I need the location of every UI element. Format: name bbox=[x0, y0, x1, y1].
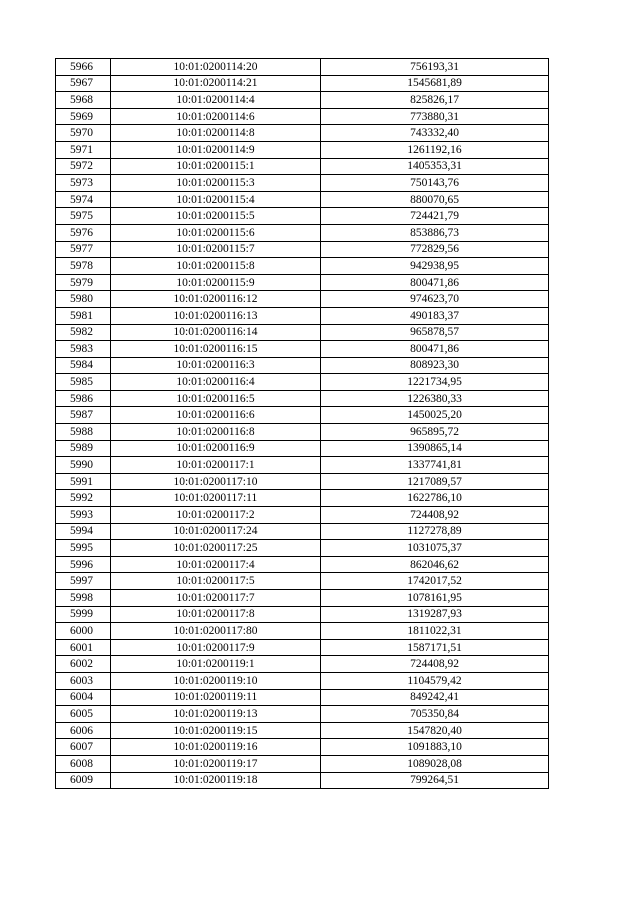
table-row bbox=[56, 175, 549, 192]
cadastral-value-cell: 1811022,31 bbox=[321, 623, 549, 640]
table-row bbox=[56, 324, 549, 341]
table-row bbox=[56, 457, 549, 474]
table-row bbox=[56, 191, 549, 208]
cadastral-number-cell: 10:01:0200119:11 bbox=[111, 689, 321, 706]
row-number-cell: 6008 bbox=[56, 755, 111, 772]
table-row bbox=[56, 739, 549, 756]
row-number-cell: 5984 bbox=[56, 357, 111, 374]
table-row bbox=[56, 75, 549, 92]
table-row bbox=[56, 274, 549, 291]
table-row bbox=[56, 606, 549, 623]
row-number-cell: 5975 bbox=[56, 208, 111, 225]
cadastral-number-cell: 10:01:0200119:17 bbox=[111, 755, 321, 772]
table-row bbox=[56, 706, 549, 723]
row-number-cell: 5974 bbox=[56, 191, 111, 208]
cadastral-number-cell: 10:01:0200117:1 bbox=[111, 457, 321, 474]
cadastral-value-cell: 825826,17 bbox=[321, 92, 549, 109]
table-row bbox=[56, 722, 549, 739]
cadastral-value-cell: 1742017,52 bbox=[321, 573, 549, 590]
cadastral-number-cell: 10:01:0200117:5 bbox=[111, 573, 321, 590]
cadastral-number-cell: 10:01:0200119:16 bbox=[111, 739, 321, 756]
cadastral-value-cell: 1217089,57 bbox=[321, 473, 549, 490]
row-number-cell: 6004 bbox=[56, 689, 111, 706]
table-row bbox=[56, 556, 549, 573]
table-row bbox=[56, 590, 549, 607]
cadastral-number-cell: 10:01:0200115:7 bbox=[111, 241, 321, 258]
cadastral-number-cell: 10:01:0200116:5 bbox=[111, 390, 321, 407]
cadastral-value-cell: 1078161,95 bbox=[321, 590, 549, 607]
cadastral-value-cell: 1587171,51 bbox=[321, 639, 549, 656]
row-number-cell: 5967 bbox=[56, 75, 111, 92]
row-number-cell: 5993 bbox=[56, 507, 111, 524]
table-row bbox=[56, 92, 549, 109]
table-row bbox=[56, 291, 549, 308]
cadastral-value-cell: 1261192,16 bbox=[321, 141, 549, 158]
row-number-cell: 5966 bbox=[56, 59, 111, 76]
table-row bbox=[56, 623, 549, 640]
cadastral-value-cell: 1622786,10 bbox=[321, 490, 549, 507]
cadastral-number-cell: 10:01:0200115:1 bbox=[111, 158, 321, 175]
table-row bbox=[56, 125, 549, 142]
table-row bbox=[56, 656, 549, 673]
cadastral-number-cell: 10:01:0200116:3 bbox=[111, 357, 321, 374]
table-row bbox=[56, 407, 549, 424]
cadastral-number-cell: 10:01:0200115:5 bbox=[111, 208, 321, 225]
cadastral-number-cell: 10:01:0200119:1 bbox=[111, 656, 321, 673]
cadastral-number-cell: 10:01:0200114:21 bbox=[111, 75, 321, 92]
cadastral-value-cell: 1319287,93 bbox=[321, 606, 549, 623]
cadastral-value-cell: 724408,92 bbox=[321, 507, 549, 524]
cadastral-number-cell: 10:01:0200116:14 bbox=[111, 324, 321, 341]
row-number-cell: 5989 bbox=[56, 440, 111, 457]
row-number-cell: 5987 bbox=[56, 407, 111, 424]
cadastral-number-cell: 10:01:0200117:24 bbox=[111, 523, 321, 540]
table-row bbox=[56, 158, 549, 175]
row-number-cell: 5977 bbox=[56, 241, 111, 258]
cadastral-number-cell: 10:01:0200116:12 bbox=[111, 291, 321, 308]
cadastral-number-cell: 10:01:0200116:4 bbox=[111, 374, 321, 391]
cadastral-number-cell: 10:01:0200116:9 bbox=[111, 440, 321, 457]
cadastral-number-cell: 10:01:0200115:6 bbox=[111, 224, 321, 241]
row-number-cell: 6005 bbox=[56, 706, 111, 723]
cadastral-value-cell: 1031075,37 bbox=[321, 540, 549, 557]
row-number-cell: 6003 bbox=[56, 672, 111, 689]
cadastral-number-cell: 10:01:0200117:9 bbox=[111, 639, 321, 656]
cadastral-value-cell: 853886,73 bbox=[321, 224, 549, 241]
table-row bbox=[56, 390, 549, 407]
cadastral-value-cell: 705350,84 bbox=[321, 706, 549, 723]
table-row bbox=[56, 473, 549, 490]
table-row bbox=[56, 241, 549, 258]
row-number-cell: 6007 bbox=[56, 739, 111, 756]
cadastral-number-cell: 10:01:0200117:4 bbox=[111, 556, 321, 573]
cadastral-value-cell: 1405353,31 bbox=[321, 158, 549, 175]
cadastral-value-cell: 772829,56 bbox=[321, 241, 549, 258]
cadastral-number-cell: 10:01:0200114:6 bbox=[111, 108, 321, 125]
cadastral-number-cell: 10:01:0200115:4 bbox=[111, 191, 321, 208]
row-number-cell: 6009 bbox=[56, 772, 111, 789]
cadastral-number-cell: 10:01:0200114:4 bbox=[111, 92, 321, 109]
row-number-cell: 5981 bbox=[56, 307, 111, 324]
table-row bbox=[56, 440, 549, 457]
cadastral-value-cell: 880070,65 bbox=[321, 191, 549, 208]
row-number-cell: 5998 bbox=[56, 590, 111, 607]
cadastral-value-table bbox=[55, 58, 549, 789]
cadastral-value-cell: 1226380,33 bbox=[321, 390, 549, 407]
cadastral-number-cell: 10:01:0200114:8 bbox=[111, 125, 321, 142]
cadastral-value-cell: 965878,57 bbox=[321, 324, 549, 341]
row-number-cell: 5978 bbox=[56, 258, 111, 275]
cadastral-value-cell: 1089028,08 bbox=[321, 755, 549, 772]
row-number-cell: 5983 bbox=[56, 341, 111, 358]
cadastral-value-cell: 1545681,89 bbox=[321, 75, 549, 92]
cadastral-number-cell: 10:01:0200114:9 bbox=[111, 141, 321, 158]
table-row bbox=[56, 639, 549, 656]
row-number-cell: 5979 bbox=[56, 274, 111, 291]
cadastral-number-cell: 10:01:0200119:13 bbox=[111, 706, 321, 723]
row-number-cell: 6001 bbox=[56, 639, 111, 656]
row-number-cell: 5971 bbox=[56, 141, 111, 158]
row-number-cell: 6006 bbox=[56, 722, 111, 739]
cadastral-number-cell: 10:01:0200116:6 bbox=[111, 407, 321, 424]
cadastral-value-cell: 808923,30 bbox=[321, 357, 549, 374]
table-row bbox=[56, 341, 549, 358]
cadastral-number-cell: 10:01:0200116:8 bbox=[111, 424, 321, 441]
cadastral-value-cell: 1547820,40 bbox=[321, 722, 549, 739]
cadastral-number-cell: 10:01:0200115:9 bbox=[111, 274, 321, 291]
cadastral-value-cell: 1390865,14 bbox=[321, 440, 549, 457]
cadastral-number-cell: 10:01:0200117:80 bbox=[111, 623, 321, 640]
table-row bbox=[56, 141, 549, 158]
cadastral-number-cell: 10:01:0200115:8 bbox=[111, 258, 321, 275]
cadastral-number-cell: 10:01:0200116:15 bbox=[111, 341, 321, 358]
table-row bbox=[56, 258, 549, 275]
row-number-cell: 5973 bbox=[56, 175, 111, 192]
table-row bbox=[56, 424, 549, 441]
cadastral-number-cell: 10:01:0200114:20 bbox=[111, 59, 321, 76]
document-page bbox=[55, 58, 547, 789]
cadastral-value-cell: 849242,41 bbox=[321, 689, 549, 706]
cadastral-value-cell: 756193,31 bbox=[321, 59, 549, 76]
cadastral-value-cell: 1221734,95 bbox=[321, 374, 549, 391]
table-row bbox=[56, 689, 549, 706]
row-number-cell: 5995 bbox=[56, 540, 111, 557]
row-number-cell: 5992 bbox=[56, 490, 111, 507]
cadastral-number-cell: 10:01:0200119:10 bbox=[111, 672, 321, 689]
table-row bbox=[56, 357, 549, 374]
cadastral-number-cell: 10:01:0200117:7 bbox=[111, 590, 321, 607]
cadastral-value-cell: 965895,72 bbox=[321, 424, 549, 441]
row-number-cell: 5972 bbox=[56, 158, 111, 175]
cadastral-number-cell: 10:01:0200117:2 bbox=[111, 507, 321, 524]
row-number-cell: 5988 bbox=[56, 424, 111, 441]
cadastral-value-cell: 862046,62 bbox=[321, 556, 549, 573]
table-row bbox=[56, 224, 549, 241]
table-row bbox=[56, 672, 549, 689]
row-number-cell: 6000 bbox=[56, 623, 111, 640]
cadastral-number-cell: 10:01:0200115:3 bbox=[111, 175, 321, 192]
row-number-cell: 5990 bbox=[56, 457, 111, 474]
cadastral-value-cell: 743332,40 bbox=[321, 125, 549, 142]
row-number-cell: 5968 bbox=[56, 92, 111, 109]
table-row bbox=[56, 523, 549, 540]
row-number-cell: 5997 bbox=[56, 573, 111, 590]
cadastral-value-cell: 799264,51 bbox=[321, 772, 549, 789]
cadastral-value-cell: 800471,86 bbox=[321, 274, 549, 291]
row-number-cell: 5996 bbox=[56, 556, 111, 573]
cadastral-number-cell: 10:01:0200119:15 bbox=[111, 722, 321, 739]
cadastral-value-cell: 1337741,81 bbox=[321, 457, 549, 474]
cadastral-value-cell: 800471,86 bbox=[321, 341, 549, 358]
table-row bbox=[56, 573, 549, 590]
cadastral-number-cell: 10:01:0200116:13 bbox=[111, 307, 321, 324]
table-row bbox=[56, 507, 549, 524]
cadastral-number-cell: 10:01:0200117:8 bbox=[111, 606, 321, 623]
table-row bbox=[56, 59, 549, 76]
table-body bbox=[56, 59, 549, 789]
cadastral-number-cell: 10:01:0200117:25 bbox=[111, 540, 321, 557]
cadastral-value-cell: 942938,95 bbox=[321, 258, 549, 275]
table-row bbox=[56, 540, 549, 557]
row-number-cell: 5994 bbox=[56, 523, 111, 540]
row-number-cell: 5980 bbox=[56, 291, 111, 308]
table-row bbox=[56, 108, 549, 125]
cadastral-number-cell: 10:01:0200117:11 bbox=[111, 490, 321, 507]
row-number-cell: 5985 bbox=[56, 374, 111, 391]
table-row bbox=[56, 374, 549, 391]
row-number-cell: 5970 bbox=[56, 125, 111, 142]
row-number-cell: 5991 bbox=[56, 473, 111, 490]
cadastral-number-cell: 10:01:0200119:18 bbox=[111, 772, 321, 789]
row-number-cell: 5999 bbox=[56, 606, 111, 623]
row-number-cell: 5969 bbox=[56, 108, 111, 125]
row-number-cell: 6002 bbox=[56, 656, 111, 673]
cadastral-value-cell: 773880,31 bbox=[321, 108, 549, 125]
table-row bbox=[56, 755, 549, 772]
cadastral-value-cell: 724408,92 bbox=[321, 656, 549, 673]
table-row bbox=[56, 490, 549, 507]
table-row bbox=[56, 208, 549, 225]
cadastral-value-cell: 750143,76 bbox=[321, 175, 549, 192]
cadastral-number-cell: 10:01:0200117:10 bbox=[111, 473, 321, 490]
row-number-cell: 5986 bbox=[56, 390, 111, 407]
table-row bbox=[56, 307, 549, 324]
cadastral-value-cell: 1104579,42 bbox=[321, 672, 549, 689]
cadastral-value-cell: 1450025,20 bbox=[321, 407, 549, 424]
cadastral-value-cell: 1091883,10 bbox=[321, 739, 549, 756]
row-number-cell: 5976 bbox=[56, 224, 111, 241]
cadastral-value-cell: 724421,79 bbox=[321, 208, 549, 225]
cadastral-value-cell: 974623,70 bbox=[321, 291, 549, 308]
table-row bbox=[56, 772, 549, 789]
cadastral-value-cell: 1127278,89 bbox=[321, 523, 549, 540]
cadastral-value-cell: 490183,37 bbox=[321, 307, 549, 324]
row-number-cell: 5982 bbox=[56, 324, 111, 341]
